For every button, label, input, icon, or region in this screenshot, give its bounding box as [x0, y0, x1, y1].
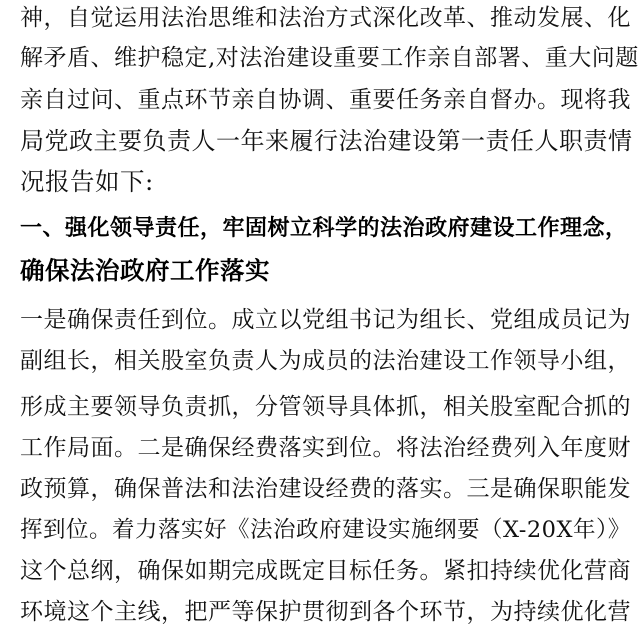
body-text-line: 环境这个主线，把严等保护贯彻到各个环节，为持续优化营: [20, 599, 631, 625]
body-text-line: 神，自觉运用法治思维和法治方式深化改革、推动发展、化: [20, 5, 631, 31]
body-text-line: 况报告如下:: [20, 167, 154, 196]
body-text-line: 挥到位。着力落实好《法治政府建设实施纲要（X-20X年）》: [20, 517, 631, 543]
body-text-line: 解矛盾、维护稳定,对法治建设重要工作亲自部署、重大问题: [20, 45, 639, 71]
body-text-line: 局党政主要负责人一年来履行法治建设第一责任人职责情: [20, 127, 633, 155]
body-text-line: 形成主要领导负责抓，分管领导具体抓，相关股室配合抓的: [20, 394, 631, 420]
body-text-line: 工作局面。二是确保经费落实到位。将法治经费列入年度财: [20, 435, 631, 461]
body-text-line: 亲自过问、重点环节亲自协调、重要任务亲自督办。现将我: [20, 87, 631, 113]
body-text-line: 政预算，确保普法和法治建设经费的落实。三是确保职能发: [20, 476, 631, 502]
body-text-line: 一是确保责任到位。成立以党组书记为组长、党组成员记为: [20, 307, 631, 333]
body-text-line: 副组长，相关股室负责人为成员的法治建设工作领导小组，: [20, 348, 631, 374]
section-heading-line: 确保法治政府工作落实: [20, 256, 270, 285]
body-text-line: 这个总纲，确保如期完成既定目标任务。紧扣持续优化营商: [20, 558, 631, 584]
section-heading-line: 一、强化领导责任，牢固树立科学的法治政府建设工作理念，: [20, 216, 628, 241]
